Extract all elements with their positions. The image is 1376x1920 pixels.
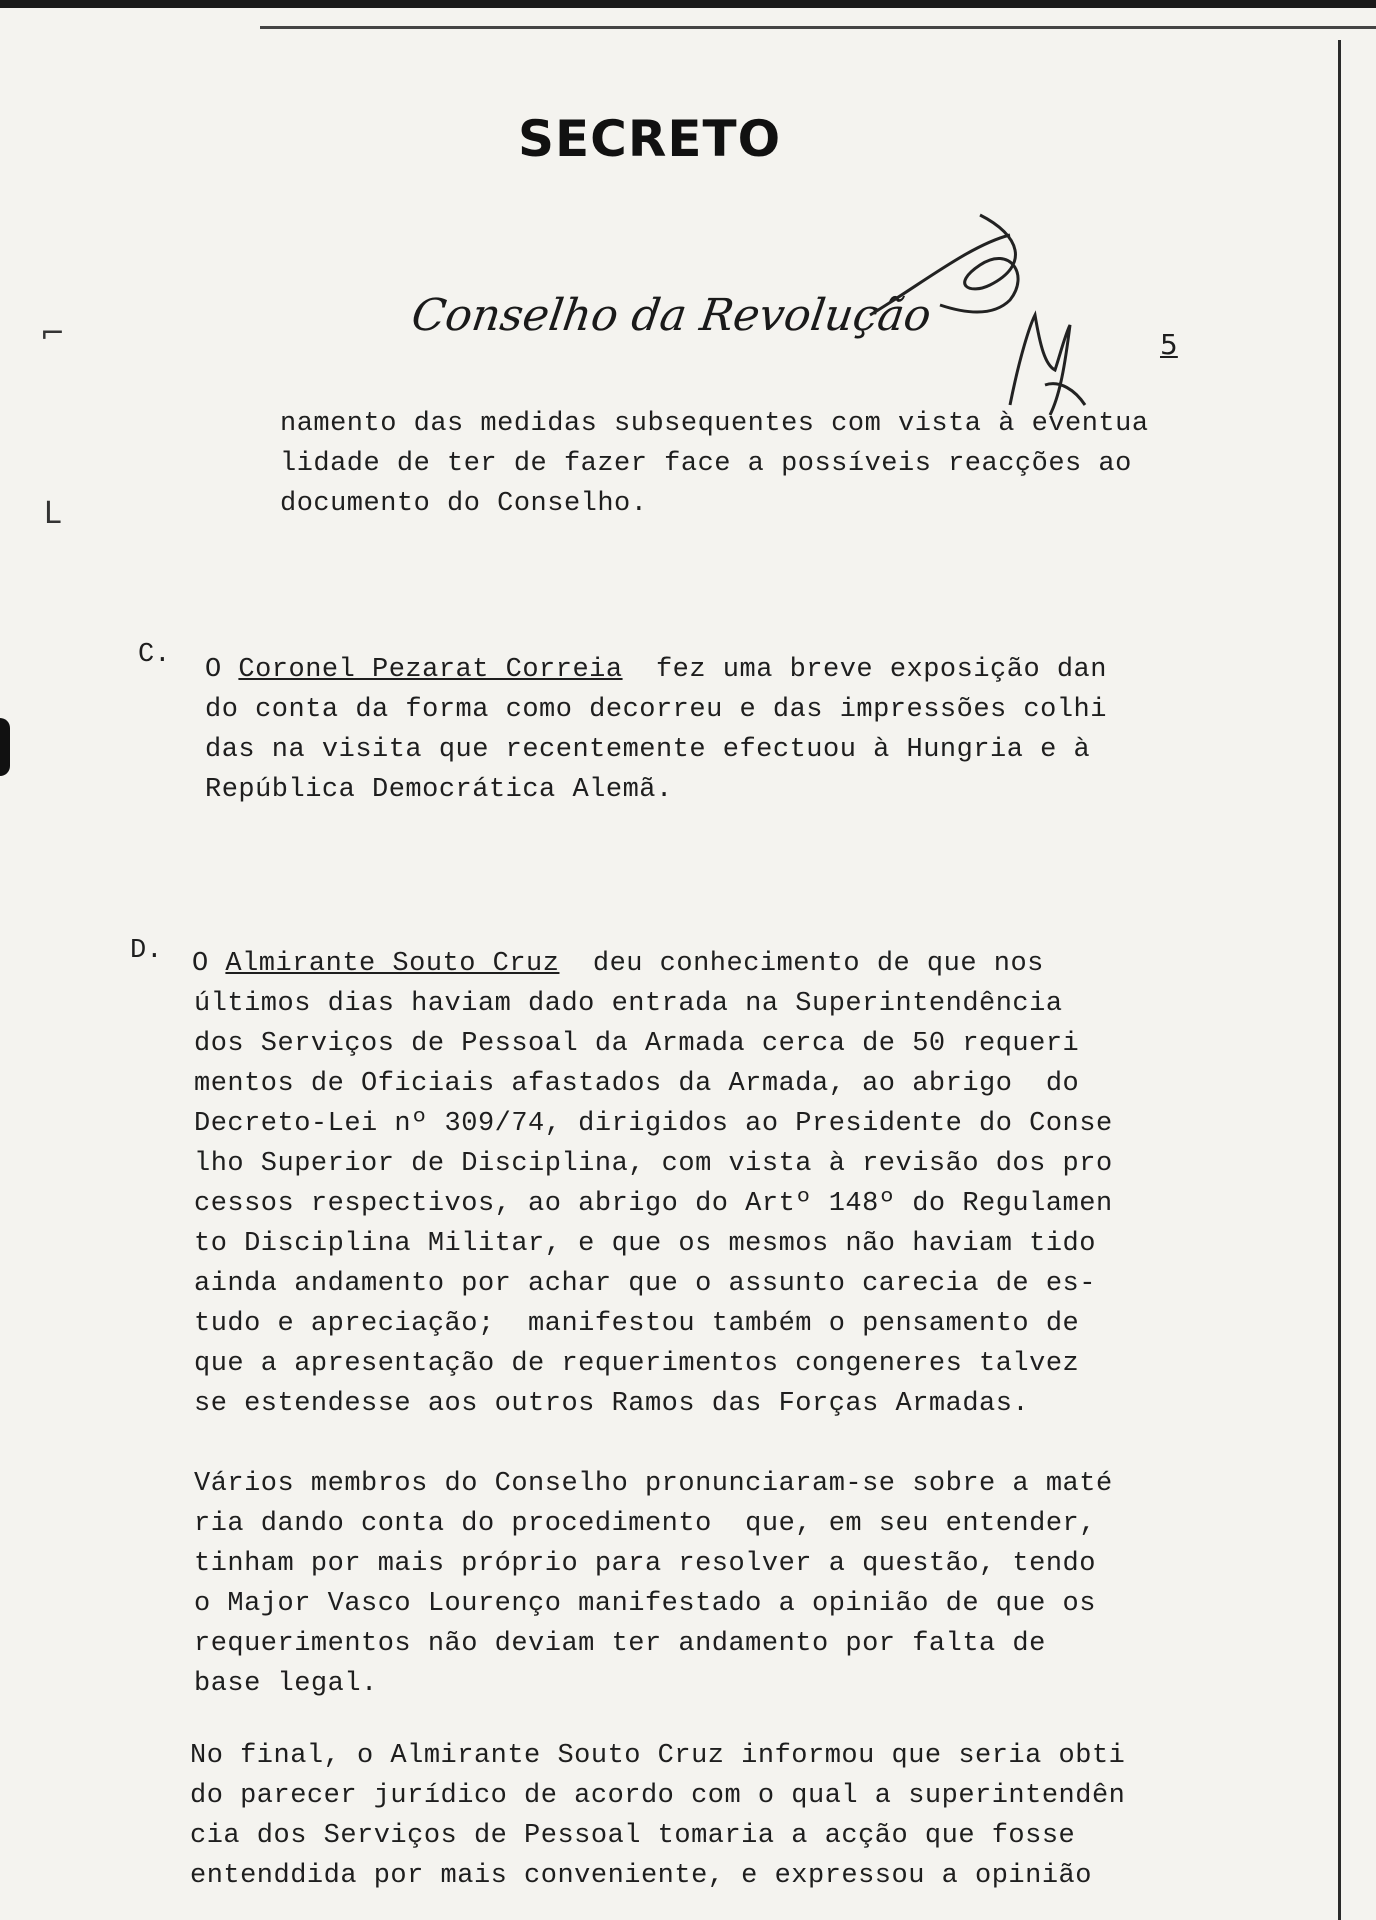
scan-top-border <box>0 0 1376 8</box>
section-d-letter: D. <box>130 936 163 966</box>
section-d-line: ainda andamento por achar que o assunto carecia de es- <box>194 1269 1096 1299</box>
section-d-para2-line: tinham por mais próprio para resolver a questão, tendo <box>194 1549 1096 1579</box>
section-c-first-line: O Coronel Pezarat Correia fez uma breve exposição dan <box>205 655 1107 685</box>
classification-stamp: SECRETO <box>518 110 782 168</box>
section-d-line: dos Serviços de Pessoal da Armada cerca de 50 requeri <box>194 1029 1080 1059</box>
section-d-first-line-rest: deu conhecimento de que nos <box>592 949 1044 979</box>
section-d-speaker: Almirante Souto Cruz <box>225 949 560 979</box>
section-d-para3-line: No final, o Almirante Souto Cruz informou que seria obti <box>190 1741 1126 1771</box>
section-d-para2-line: ria dando conta do procedimento que, em seu entender, <box>194 1509 1096 1539</box>
section-d-line: últimos dias haviam dado entrada na Superintendência <box>194 989 1063 1019</box>
section-c-line: do conta da forma como decorreu e das impressões colhi <box>205 695 1107 725</box>
scan-right-edge <box>1338 40 1341 1920</box>
section-d-para2-line: requerimentos não deviam ter andamento por falta de <box>194 1629 1046 1659</box>
section-d-para2-line: base legal. <box>194 1669 378 1699</box>
section-d-line: Decreto-Lei nº 309/74, dirigidos ao Presidente do Conse <box>194 1109 1113 1139</box>
section-d-para3-line: do parecer jurídico de acordo com o qual a superintendên <box>190 1781 1126 1811</box>
section-d-line: lho Superior de Disciplina, com vista à revisão dos pro <box>194 1149 1113 1179</box>
section-c-line: das na visita que recentemente efectuou à Hungria e à <box>205 735 1091 765</box>
section-d-para3-line: cia dos Serviços de Pessoal tomaria a acção que fosse <box>190 1821 1076 1851</box>
corner-mark-top: ⌐ <box>40 316 66 351</box>
section-d-line: mentos de Oficiais afastados da Armada, ao abrigo do <box>194 1069 1080 1099</box>
section-c-line: República Democrática Alemã. <box>205 775 673 805</box>
intro-line-1: namento das medidas subsequentes com vista à eventua <box>280 409 1149 439</box>
section-d-first-line: O Almirante Souto Cruz deu conhecimento de que nos <box>192 949 1044 979</box>
scan-top-rule <box>260 26 1376 29</box>
section-c-speaker: Coronel Pezarat Correia <box>238 655 623 685</box>
section-d-para2-line: o Major Vasco Lourenço manifestado a opinião de que os <box>194 1589 1096 1619</box>
section-d-para2-line: Vários membros do Conselho pronunciaram-se sobre a maté <box>194 1469 1113 1499</box>
section-d-line: to Disciplina Militar, e que os mesmos não haviam tido <box>194 1229 1096 1259</box>
section-c-letter: C. <box>138 640 171 670</box>
section-c-first-line-rest: fez uma breve exposição dan <box>655 655 1107 685</box>
council-letterhead: Conselho da Revolução <box>408 290 935 341</box>
page-number: 5 <box>1160 328 1178 361</box>
intro-line-2: lidade de ter de fazer face a possíveis reacções ao <box>280 449 1132 479</box>
intro-line-3: documento do Conselho. <box>280 489 648 519</box>
section-d-line: tudo e apreciação; manifestou também o pensamento de <box>194 1309 1080 1339</box>
section-d-line: se estendesse aos outros Ramos das Forças Armadas. <box>194 1389 1030 1419</box>
handwritten-signature-initials <box>860 205 1120 425</box>
punch-hole-mark <box>0 718 10 776</box>
section-d-line: que a apresentação de requerimentos congeneres talvez <box>194 1349 1080 1379</box>
section-d-para3-line: entenddida por mais conveniente, e expressou a opinião <box>190 1861 1092 1891</box>
section-d-line: cessos respectivos, ao abrigo do Artº 148º do Regulamen <box>194 1189 1113 1219</box>
corner-mark-bottom: L <box>44 496 61 531</box>
